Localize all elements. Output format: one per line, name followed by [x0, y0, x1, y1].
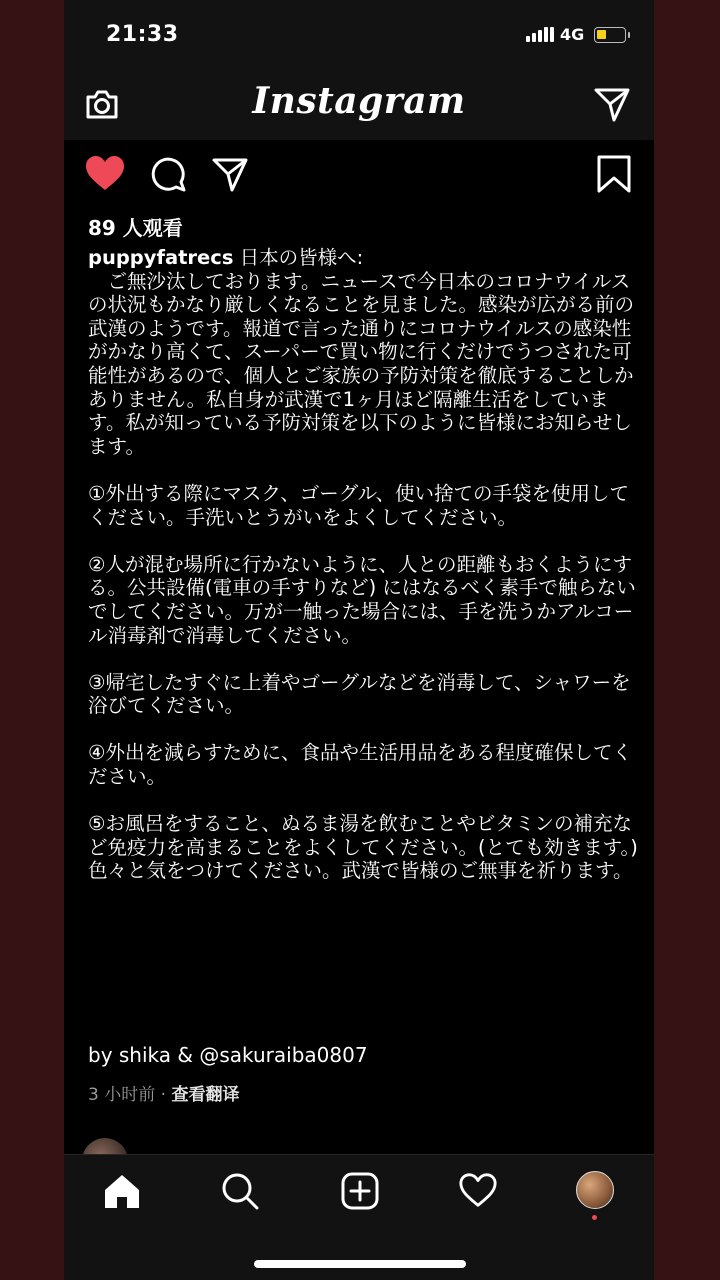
- search-icon[interactable]: [220, 1171, 260, 1215]
- activity-heart-icon[interactable]: [458, 1171, 498, 1215]
- post-meta: [88, 1080, 239, 1105]
- direct-message-icon[interactable]: [592, 84, 632, 128]
- post-action-row: [64, 140, 654, 210]
- battery-icon: [594, 27, 626, 43]
- left-backdrop: [0, 0, 64, 1280]
- app-header: [64, 70, 654, 140]
- caption-paragraph: ご無沙汰しております。ニュースで今日本のコロナウイルスの状況もかなり厳しくなることを見ました。感染が広がる前の武漢のようです。報道で言った通りにコロナウイルスの感染性がかなり高くて、スーパーで買い物に行くだけでうつされた可能性があるので、個人とご家族の予防対策を徹底することしかありません。私自身が武漢で1ヶ月ほど隔離生活をしています。私が知っている予防対策を以下のように皆様にお知らせします。: [88, 269, 635, 458]
- heart-filled-icon[interactable]: [84, 154, 126, 198]
- signal-icon: [526, 27, 554, 42]
- view-count: 89 人观看: [88, 216, 183, 240]
- network-type: 4G: [560, 25, 585, 44]
- add-post-icon[interactable]: [340, 1171, 380, 1215]
- post-caption: [88, 246, 645, 883]
- home-indicator[interactable]: [254, 1260, 466, 1268]
- share-icon[interactable]: [210, 154, 250, 198]
- caption-paragraph: ⑤お風呂をすること、ぬるま湯を飲むことやビタミンの補充など免疫力を高まることをよくしてください。(とても効きます。) 色々と気をつけてください。武漢で皆様のご無事を祈ります。: [88, 812, 645, 883]
- phone-screen: [64, 0, 654, 1280]
- post-time: 3 小时前: [88, 1085, 156, 1105]
- status-time: 21:33: [106, 22, 179, 47]
- caption-paragraph: ②人が混む場所に行かないように、人との距離もおくようにする。公共設備(電車の手すりなど) にはなるべく素手で触らないでしてください。万が一触った場合には、手を洗うかアルコール消毒剤で消毒してください。: [88, 552, 636, 647]
- notification-dot: [592, 1215, 597, 1220]
- comment-icon[interactable]: [148, 154, 188, 198]
- bookmark-icon[interactable]: [594, 154, 634, 198]
- caption-paragraph: ①外出する際にマスク、ゴーグル、使い捨ての手袋を使用してください。手洗いとうがいをよくしてください。: [88, 481, 630, 529]
- caption-paragraph: ③帰宅したすぐに上着やゴーグルなどを消毒して、シャワーを浴びてください。: [88, 670, 631, 718]
- profile-avatar[interactable]: [576, 1171, 614, 1209]
- see-translation-link[interactable]: 查看翻译: [171, 1085, 240, 1105]
- username[interactable]: puppyfatrecs: [88, 246, 234, 269]
- caption-title: 日本の皆様へ:: [239, 246, 364, 269]
- right-backdrop: [654, 0, 720, 1280]
- caption-paragraph: ④外出を減らすために、食品や生活用品をある程度確保してください。: [88, 741, 632, 789]
- instagram-logo: Instagram: [252, 80, 466, 122]
- caption-byline: by shika & @sakuraiba0807: [88, 1043, 368, 1067]
- status-bar: [64, 0, 654, 70]
- home-icon[interactable]: [102, 1171, 142, 1215]
- meta-separator: ·: [155, 1085, 172, 1105]
